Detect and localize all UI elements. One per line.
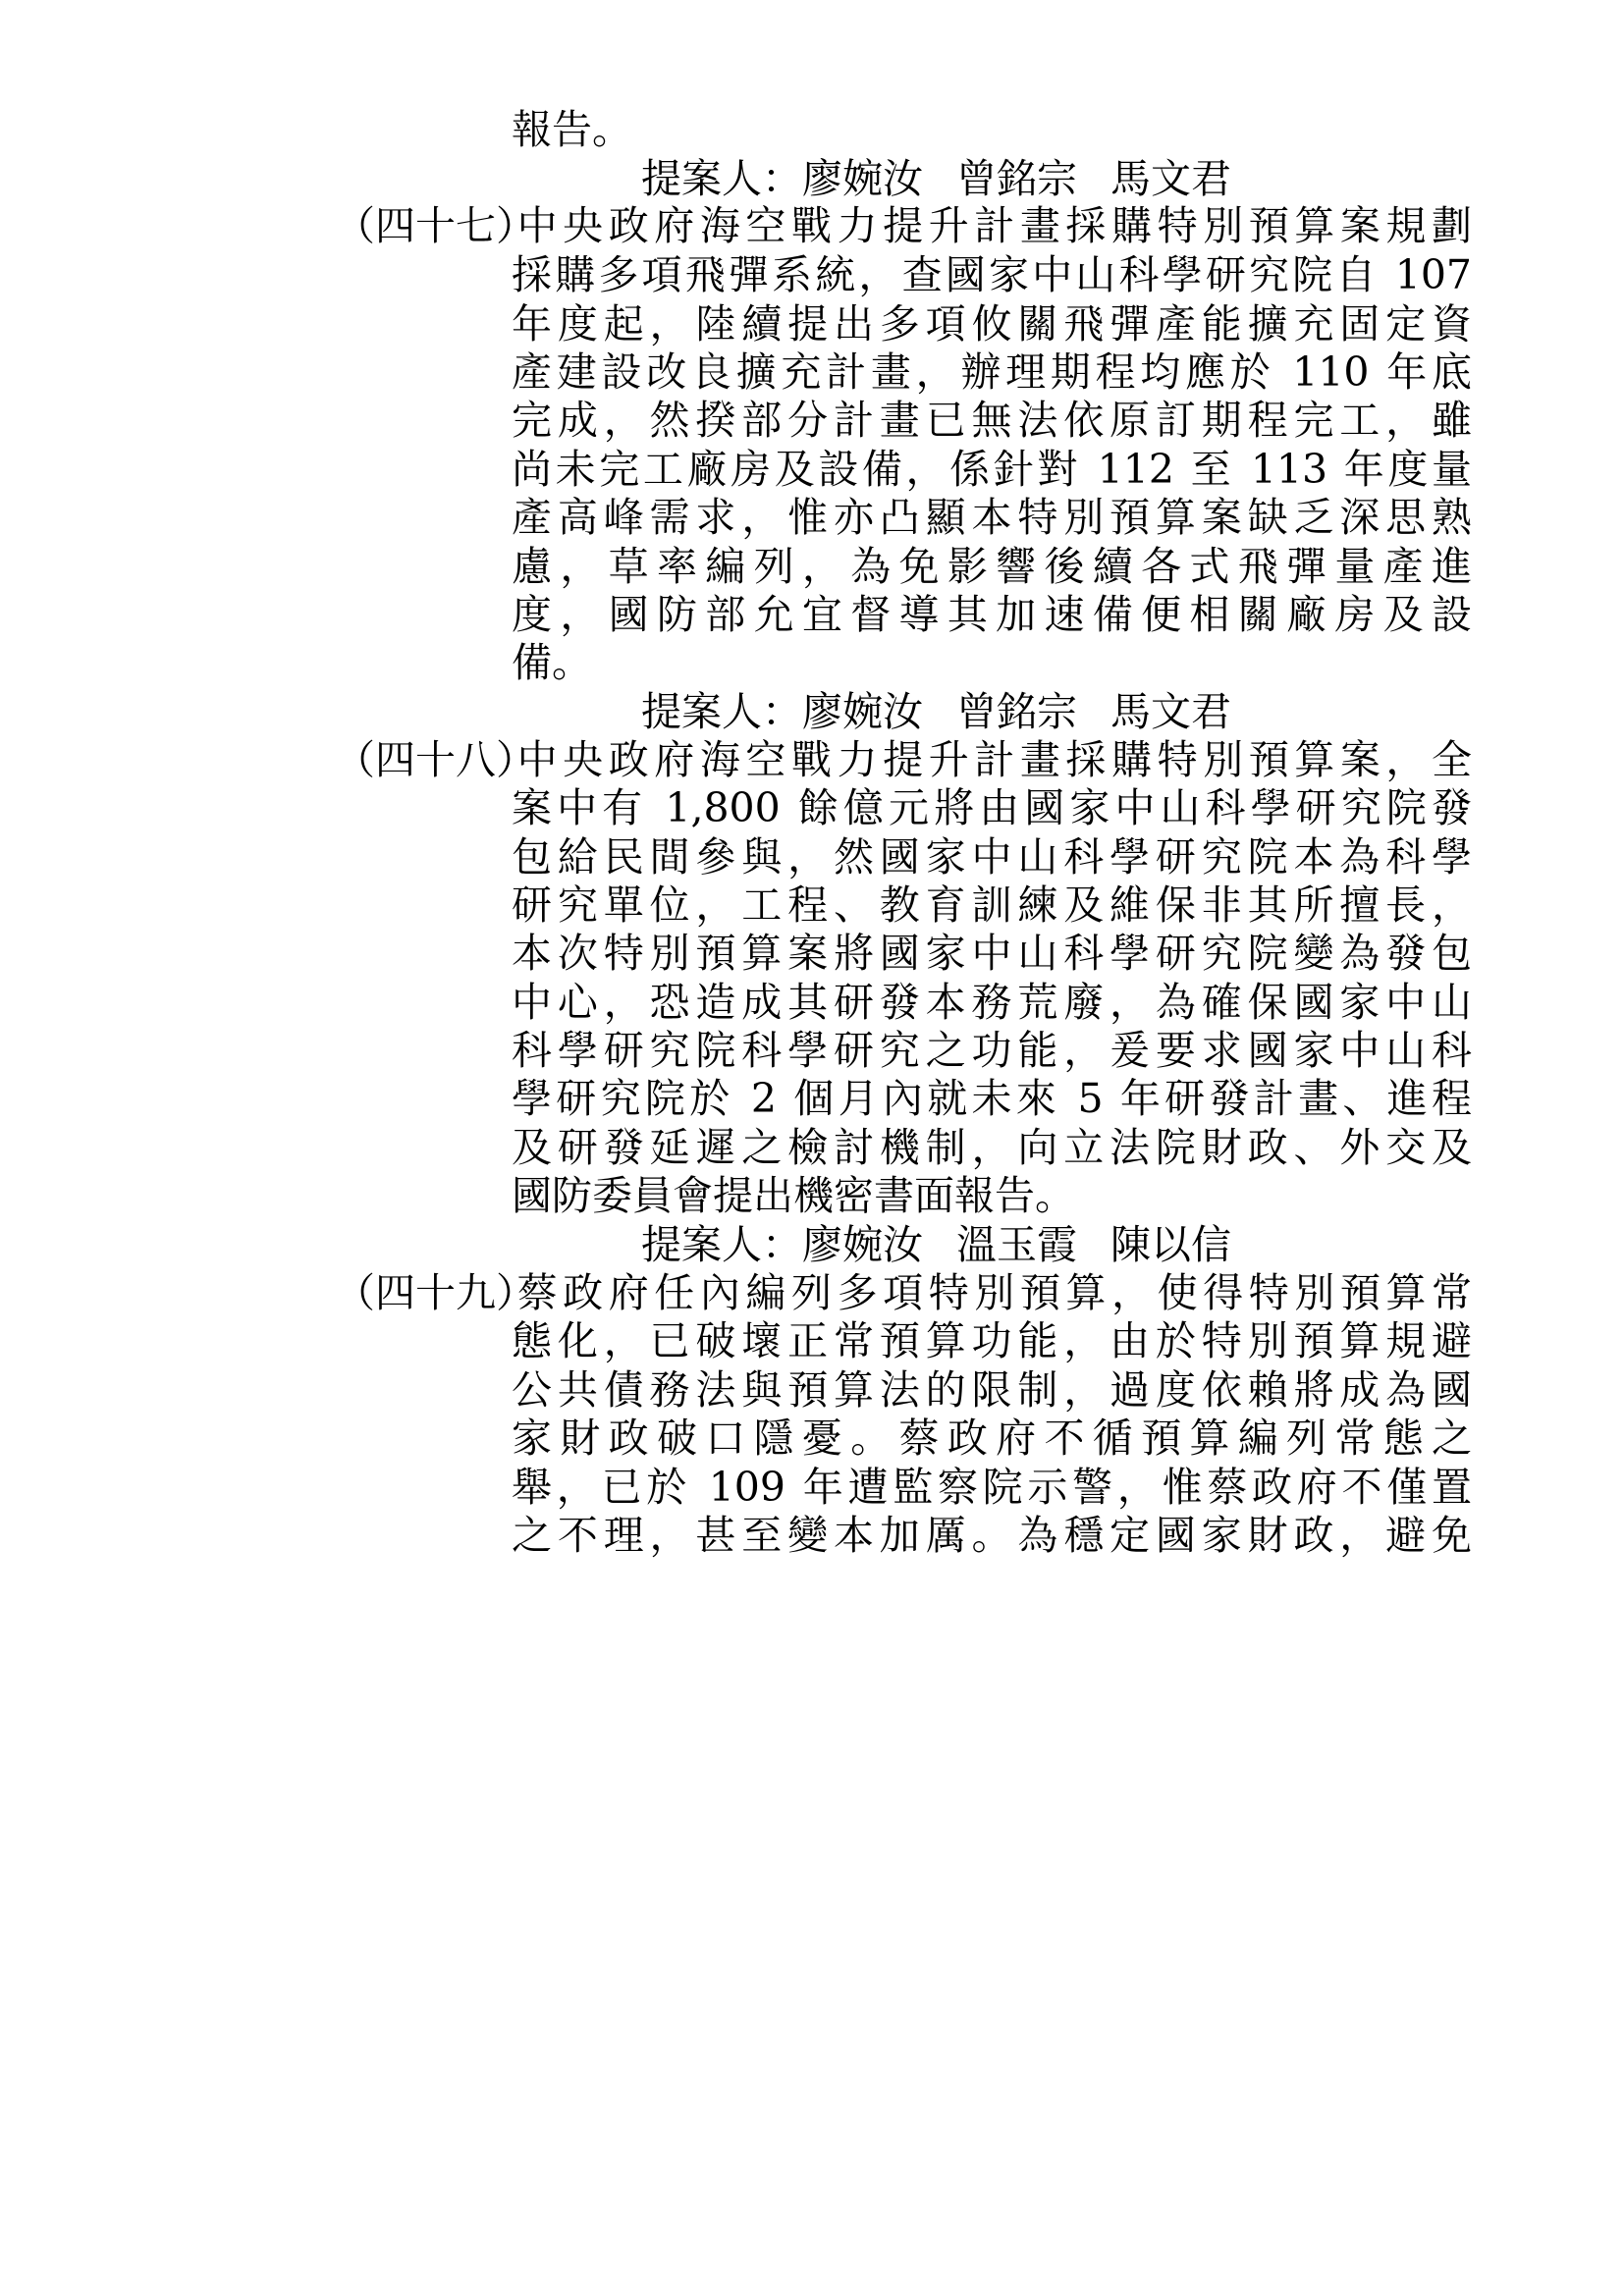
item-body-line: 包給民間參與，然國家中山科學研究院本為科學 (512, 833, 1472, 881)
item-heading (335, 1268, 1472, 1317)
item-body-line: 慮，草率編列，為免影響後續各式飛彈量產進 (512, 543, 1472, 590)
item-first-line: 中央政府海空戰力提升計畫採購特別預算案，全 (512, 736, 1472, 783)
proposer-name: 曾銘宗 (956, 688, 1077, 735)
proposer-name: 馬文君 (1110, 688, 1231, 735)
proposer-name: 廖婉汝 (802, 1221, 923, 1268)
proposer-name: 廖婉汝 (802, 155, 923, 202)
proposer-label: 提案人： (641, 155, 802, 202)
proposer-label: 提案人： (641, 688, 802, 735)
item-body-line: 年度起，陸續提出多項攸關飛彈產能擴充固定資 (512, 300, 1472, 347)
proposer-line (641, 1220, 1328, 1269)
item-body-line: 科學研究院科學研究之功能，爰要求國家中山科 (512, 1027, 1472, 1074)
item-body-line: 尚未完工廠房及設備，係針對 112 至 113 年度量 (512, 446, 1472, 493)
item-body-line: 及研發延遲之檢討機制，向立法院財政、外交及 (512, 1124, 1472, 1171)
item-first-line: 蔡政府任內編列多項特別預算，使得特別預算常 (512, 1269, 1472, 1316)
item-body-line: 家財政破口隱憂。蔡政府不循預算編列常態之 (512, 1415, 1472, 1462)
item-heading (335, 735, 1472, 784)
item-number: （四十八） (335, 736, 536, 783)
item-body-line: 國防委員會提出機密書面報告。 (512, 1172, 1075, 1219)
item-body-line: 採購多項飛彈系統，查國家中山科學研究院自 107 (512, 251, 1472, 298)
continuation-line: 報告。 (512, 106, 632, 153)
proposer-name: 曾銘宗 (956, 155, 1077, 202)
proposer-label: 提案人： (641, 1221, 802, 1268)
item-number: （四十九） (335, 1269, 536, 1316)
item-body-line: 學研究院於 2 個月內就未來 5 年研發計畫、進程 (512, 1075, 1472, 1122)
item-body-line: 備。 (512, 639, 592, 686)
item-body-line: 公共債務法與預算法的限制，過度依賴將成為國 (512, 1366, 1472, 1414)
proposer-name: 溫玉霞 (956, 1221, 1077, 1268)
item-body-line: 舉，已於 109 年遭監察院示警，惟蔡政府不僅置 (512, 1464, 1472, 1511)
item-body-line: 研究單位，工程、教育訓練及維保非其所擅長， (512, 881, 1472, 929)
item-body-line: 之不理，甚至變本加厲。為穩定國家財政，避免 (512, 1512, 1472, 1559)
proposer-name: 馬文君 (1110, 155, 1231, 202)
item-body-line: 案中有 1,800 餘億元將由國家中山科學研究院發 (512, 784, 1472, 831)
item-body-line: 度，國防部允宜督導其加速備便相關廠房及設 (512, 591, 1472, 638)
item-number: （四十七） (335, 202, 536, 249)
item-heading (335, 201, 1472, 250)
proposer-line (641, 687, 1328, 736)
item-body-line: 本次特別預算案將國家中山科學研究院變為發包 (512, 930, 1472, 977)
item-body-line: 產高峰需求，惟亦凸顯本特別預算案缺乏深思熟 (512, 494, 1472, 541)
item-body-line: 態化，已破壞正常預算功能，由於特別預算規避 (512, 1317, 1472, 1364)
proposer-name: 廖婉汝 (802, 688, 923, 735)
proposer-line (641, 154, 1328, 203)
item-body-line: 完成，然揆部分計畫已無法依原訂期程完工，雖 (512, 397, 1472, 444)
item-first-line: 中央政府海空戰力提升計畫採購特別預算案規劃 (512, 202, 1472, 249)
item-body-line: 中心，恐造成其研發本務荒廢，為確保國家中山 (512, 979, 1472, 1026)
item-body-line: 產建設改良擴充計畫，辦理期程均應於 110 年底 (512, 348, 1472, 396)
proposer-name: 陳以信 (1110, 1221, 1231, 1268)
